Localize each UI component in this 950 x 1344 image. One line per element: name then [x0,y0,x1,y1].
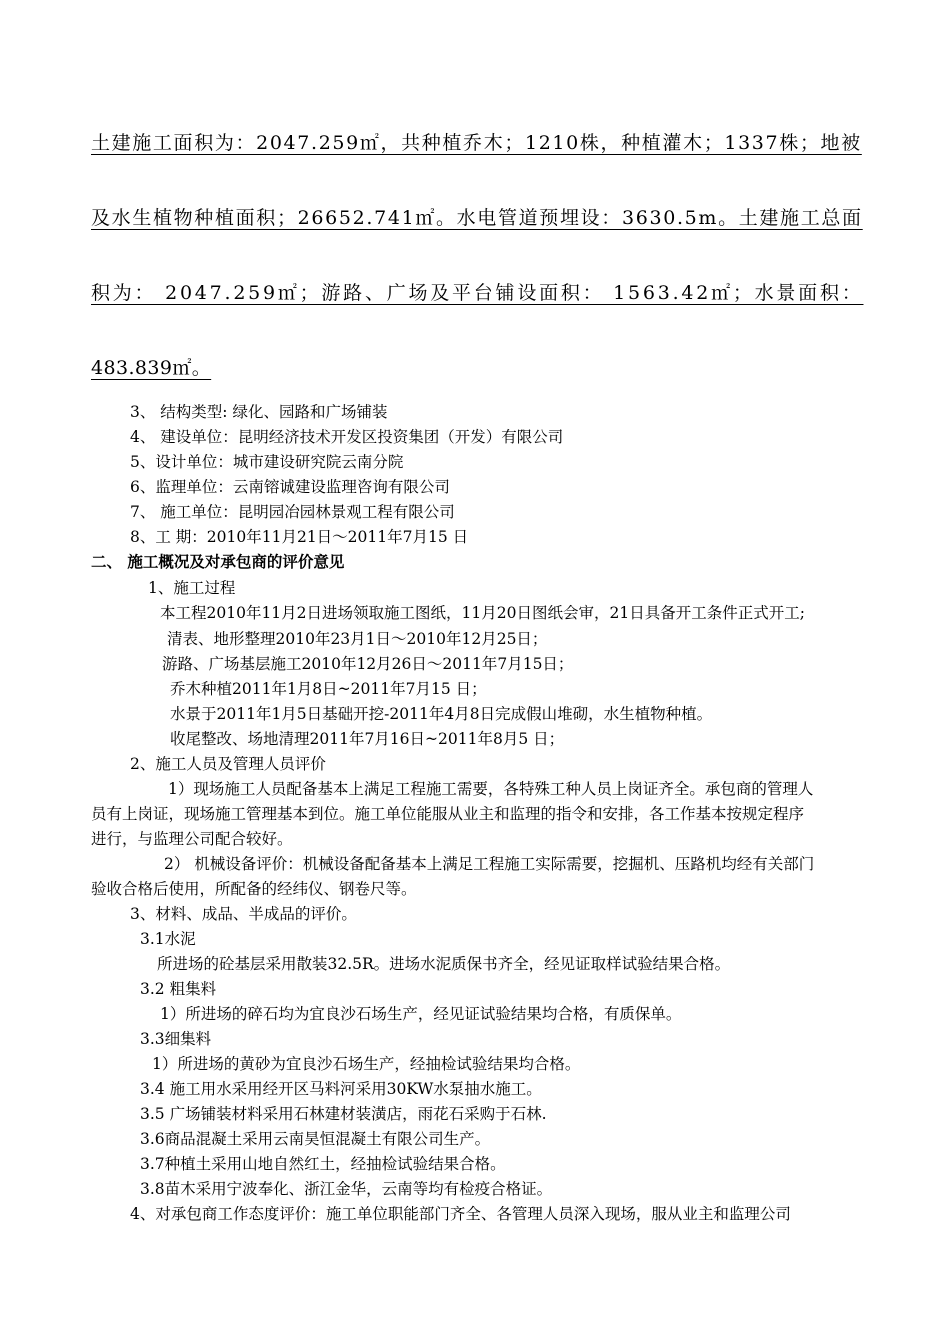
item-structure-type: 3、 结构类型: 绿化、园路和广场铺装 [130,403,388,421]
machine-line-1: 2） 机械设备评价：机械设备配备基本上满足工程施工实际需要，挖掘机、压路机均经有关部门 [164,855,815,873]
material-3-3-text: 1）所进场的黄砂为宜良沙石场生产，经抽检试验结果均合格。 [152,1055,581,1073]
process-line-2: 清表、地形整理2010年23月1日～2010年12月25日； [167,630,548,648]
machine-line-2: 验收合格后使用，所配备的经纬仪、钢卷尺等。 [91,880,417,898]
intro-line-3: 积为： 2047.259㎡；游路、广场及平台铺设面积： 1563.42㎡；水景面积： [91,282,864,304]
material-3-3-title: 3.3细集料 [140,1030,212,1048]
intro-line-1: 土建施工面积为：2047.259㎡，共种植乔木；1210株，种植灌木；1337株；地被 [91,132,862,154]
process-line-4: 乔木种植2011年1月8日~2011年7月15 日； [170,680,487,698]
intro-line-4: 483.839㎡。 [91,357,212,379]
item-duration: 8、工 期：2010年11月21日～2011年7月15 日 [130,528,469,546]
material-3-8: 3.8苗木采用宁波奉化、浙江金华，云南等均有检疫合格证。 [140,1180,553,1198]
subheading-materials: 3、材料、成品、半成品的评价。 [130,905,357,923]
material-3-6: 3.6商品混凝土采用云南昊恒混凝土有限公司生产。 [140,1130,491,1148]
item-supervisor: 6、监理单位：云南镕诚建设监理咨询有限公司 [130,478,450,496]
process-line-6: 收尾整改、场地清理2011年7月16日~2011年8月5 日； [170,730,565,748]
material-3-7: 3.7种植土采用山地自然红土，经抽检试验结果合格。 [140,1155,506,1173]
item-client: 4、 建设单位：昆明经济技术开发区投资集团（开发）有限公司 [130,428,564,446]
subheading-staff: 2、施工人员及管理人员评价 [130,755,326,773]
subheading-process: 1、施工过程 [148,579,236,597]
process-line-1: 本工程2010年11月2日进场领取施工图纸，11月20日图纸会审，21日具备开工条件正式开工; [160,604,805,622]
material-3-1-title: 3.1水泥 [140,930,196,948]
item-designer: 5、设计单位：城市建设研究院云南分院 [130,453,404,471]
material-3-5: 3.5 广场铺装材料采用石林建材装潢店，雨花石采购于石林. [140,1105,547,1123]
process-line-5: 水景于2011年1月5日基础开挖-2011年4月8日完成假山堆砌，水生植物种植。 [170,705,713,723]
staff-line-2: 员有上岗证，现场施工管理基本到位。施工单位能服从业主和监理的指令和安排，各工作基本按规定程序 [91,805,805,823]
section-heading: 二、 施工概况及对承包商的评价意见 [91,552,345,571]
material-3-1-text: 所进场的砼基层采用散装32.5R。进场水泥质保书齐全，经见证取样试验结果合格。 [157,955,731,973]
material-3-2-title: 3.2 粗集料 [140,980,217,998]
material-3-2-text: 1）所进场的碎石均为宜良沙石场生产，经见证试验结果均合格，有质保单。 [160,1005,682,1023]
intro-line-2: 及水生植物种植面积；26652.741㎡。水电管道预埋设：3630.5m。土建施工总面 [91,207,863,229]
item-contractor: 7、 施工单位：昆明园冶园林景观工程有限公司 [130,503,455,521]
process-line-3: 游路、广场基层施工2010年12月26日～2011年7月15日； [162,655,574,673]
material-3-4: 3.4 施工用水采用经开区马料河采用30KW水泵抽水施工。 [140,1080,542,1098]
staff-line-3: 进行，与监理公司配合较好。 [91,830,293,848]
subheading-attitude: 4、对承包商工作态度评价：施工单位职能部门齐全、各管理人员深入现场，服从业主和监理公司 [130,1205,791,1223]
staff-line-1: 1）现场施工人员配备基本上满足工程施工需要，各特殊工种人员上岗证齐全。承包商的管理人 [168,780,814,798]
